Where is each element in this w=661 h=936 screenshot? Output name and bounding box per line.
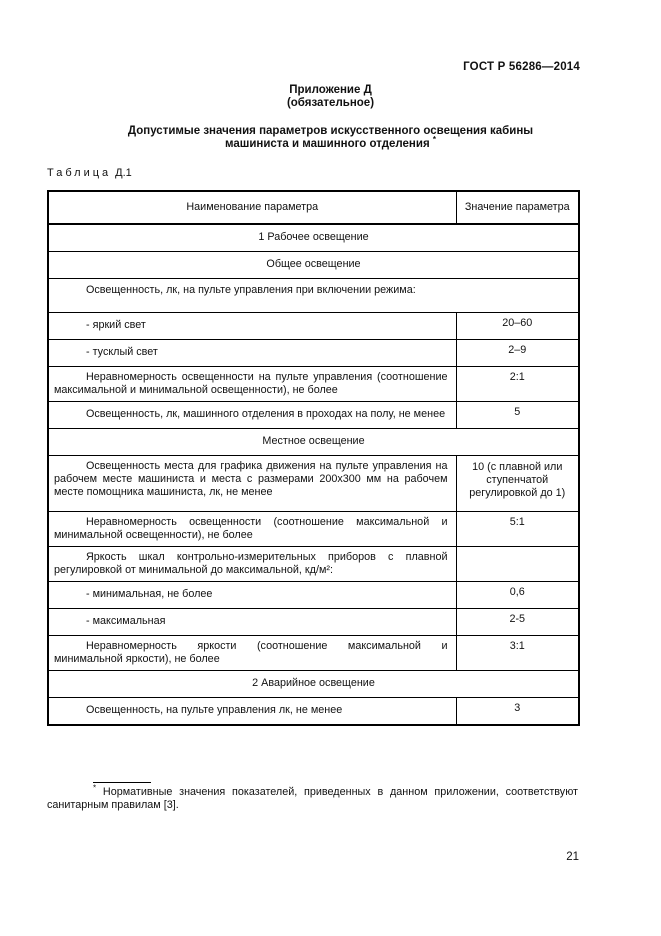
appendix-type: (обязательное) [286,97,375,109]
table-caption-number: Д.1 [115,167,132,179]
table-caption-word: Таблица [47,167,112,179]
parameter-name: Неравномерность освещенности на пульте управления (соотношение максимальной и минимальной освещенности), не более [48,367,456,402]
column-header-parameter-name: Наименование параметра [48,191,456,224]
footnote-rule [93,782,151,783]
parameter-name: - яркий свет [48,313,456,340]
standard-code: ГОСТ Р 56286—2014 [463,61,580,73]
parameter-name: Неравномерность освещенности (соотношение максимальной и минимальной освещенности), не более [48,512,456,547]
table-section-row [48,224,579,252]
footnote [47,782,578,812]
document-title [0,125,661,151]
parameters-table [47,190,580,726]
parameter-name: - тусклый свет [48,340,456,367]
parameter-value: 5:1 [456,512,579,547]
table-row [48,582,579,609]
footnote-text: * Нормативные значения показателей, приведенных в данном приложении, соответствуют санитарным правилам [3]. [47,783,579,811]
page-number: 21 [566,851,579,863]
parameter-group-label: Освещенность, лк, на пульте управления при включении режима: [48,279,579,313]
table-row [48,698,579,726]
appendix-heading [0,84,661,110]
footnote-marker: * [93,783,97,793]
parameter-value: 3:1 [456,636,579,671]
document-title-line2: машиниста и машинного отделения * [224,135,436,150]
document-title-line1: Допустимые значения параметров искусственного освещения кабины [127,125,534,137]
section-title: Местное освещение [48,429,579,456]
section-title: 1 Рабочее освещение [48,224,579,252]
parameter-value: 10 (с плавной или ступенчатой регулировкой до 1) [456,456,579,512]
table-row [48,512,579,547]
parameter-value: 2–9 [456,340,579,367]
table-row [48,456,579,512]
parameter-value: 20–60 [456,313,579,340]
parameter-name: - максимальная [48,609,456,636]
parameter-value: 2:1 [456,367,579,402]
title-footnote-marker: * [432,135,436,145]
parameter-name: Освещенность, на пульте управления лк, не менее [48,698,456,726]
parameter-value [456,547,579,582]
table-row [48,636,579,671]
parameter-value: 0,6 [456,582,579,609]
parameter-name: Освещенность, лк, машинного отделения в проходах на полу, не менее [48,402,456,429]
table-row [48,340,579,367]
parameter-value: 5 [456,402,579,429]
table-section-row [48,671,579,698]
parameter-name: Яркость шкал контрольно-измерительных приборов с плавной регулировкой от минимальной до максимальной, кд/м²: [48,547,456,582]
parameter-name: - минимальная, не более [48,582,456,609]
parameter-name: Освещенность места для графика движения на пульте управления на рабочем месте машиниста и места с размерами 200х300 мм на рабочем месте помощника машиниста, лк, не менее [48,456,456,512]
parameter-value: 3 [456,698,579,726]
appendix-label: Приложение Д [289,84,372,96]
section-title: 2 Аварийное освещение [48,671,579,698]
section-title: Общее освещение [48,252,579,279]
table-caption [47,167,578,179]
table-row [48,547,579,582]
table-row [48,609,579,636]
table-row [48,367,579,402]
table-row [48,313,579,340]
table-header-row [48,191,579,224]
parameter-value: 2-5 [456,609,579,636]
table-section-row [48,252,579,279]
column-header-parameter-value: Значение параметра [456,191,579,224]
table-section-row [48,429,579,456]
table-row [48,279,579,313]
table-row [48,402,579,429]
parameter-name: Неравномерность яркости (соотношение максимальной и минимальной яркости), не более [48,636,456,671]
